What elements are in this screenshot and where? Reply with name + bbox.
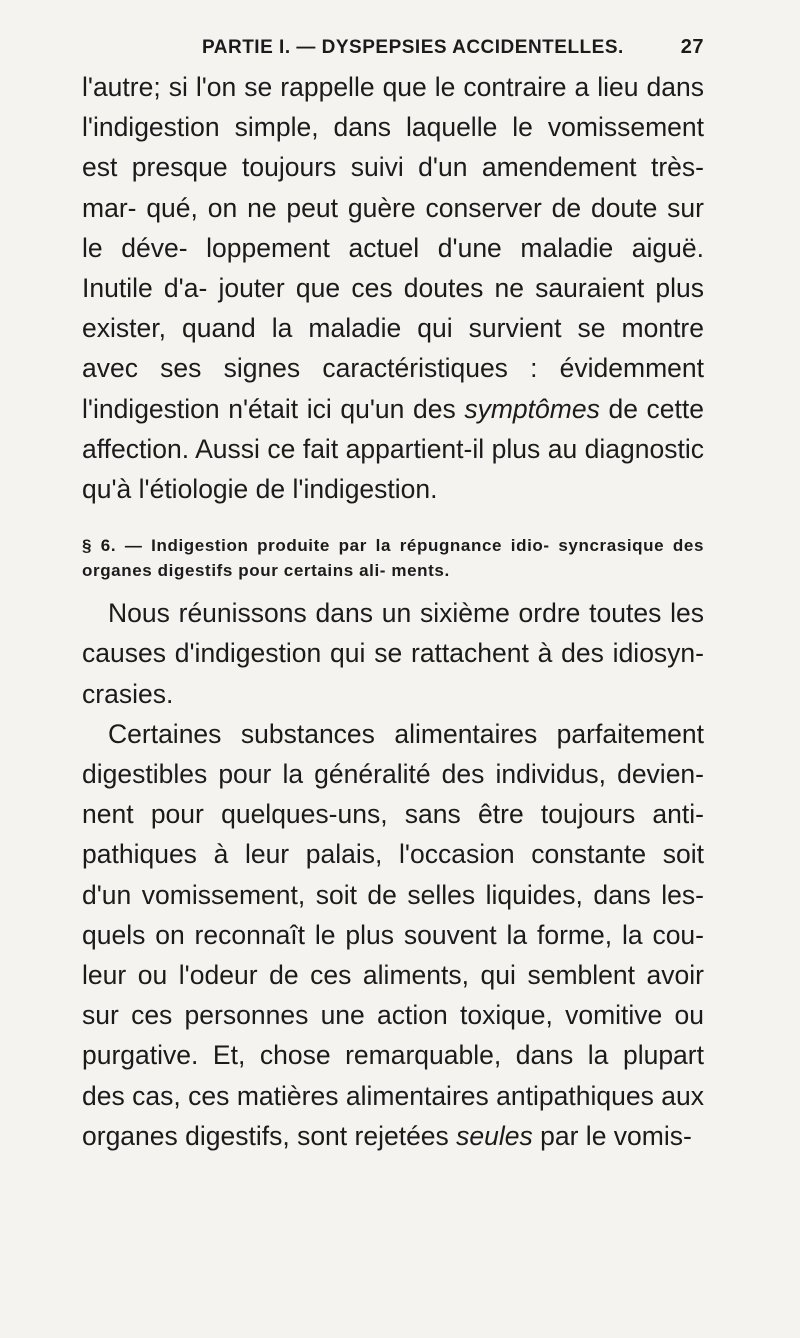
paragraph-text: de cette affection. Aussi ce fait appartient-il plus au diagnostic qu'à l'étiologie de l'indigestion. bbox=[82, 393, 704, 505]
page-number: 27 bbox=[680, 36, 704, 58]
section-heading: § 6. — Indigestion produite par la répugnance idio- syncrasique des organes digestifs pour certains ali- ments. bbox=[82, 536, 704, 581]
italic-term: seules bbox=[456, 1120, 533, 1151]
paragraph-text: par le vomis- bbox=[532, 1120, 692, 1151]
running-head-title: PARTIE I. — DYSPEPSIES ACCIDENTELLES. bbox=[202, 37, 624, 58]
italic-term: symptômes bbox=[464, 393, 600, 424]
paragraph-text: l'autre; si l'on se rappelle que le contraire a lieu dans l'indigestion simple, dans laquelle le vomissement est presque toujours suivi d'un amendement très-mar- qué, on ne peut guère conserver de doute sur le déve- loppement actuel d'une maladie aiguë. Inutile d'a- jouter que ces doutes ne sauraient plus exister, quand la maladie qui survient se montre avec ses signes caractéristiques : évidemment l'indigestion n'était ici qu'un des bbox=[82, 72, 704, 424]
paragraph-text: Certaines substances alimentaires parfaitement digestibles pour la généralité des individus, devien- nent pour quelques-uns, sans être toujours anti- pathiques à leur palais, l'occasion constante soit d'un vomissement, soit de selles liquides, dans les- quels on reconnaît le plus souvent la forme, la cou- leur ou l'odeur de ces aliments, qui semblent avoir sur ces personnes une action toxique, vomitive ou purgative. Et, chose remarquable, dans la plupart des cas, ces matières alimentaires antipathiques aux organes digestifs, sont rejetées bbox=[82, 718, 704, 1151]
paragraph: Nous réunissons dans un sixième ordre toutes les causes d'indigestion qui se rattachent à des idiosyn- crasies. bbox=[82, 598, 704, 709]
running-head bbox=[82, 36, 704, 59]
paragraph bbox=[82, 714, 704, 1156]
body-text bbox=[82, 67, 704, 1156]
paragraph-continuation bbox=[82, 67, 704, 509]
